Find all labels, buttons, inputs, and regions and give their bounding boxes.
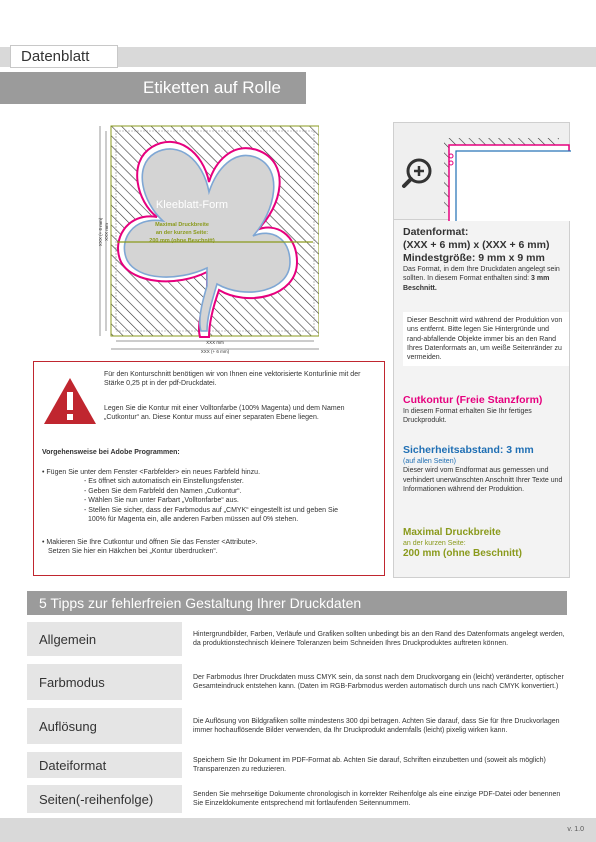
step1c: - Wählen Sie nun unter Farbart „Volltonfarbe“ aus. [84, 497, 239, 504]
tip-label: Allgemein [27, 622, 182, 656]
dim-side-inner: XXX mm [104, 223, 109, 241]
tip-text: Hintergrundbilder, Farben, Verläufe und Grafiken sollten unbedingt bis an den Rand des Datenformats angelegt werden, da produktionstechnisch kleinere Toleranzen beim Schneiden Ihres Druckproduktes auftreten können. [193, 630, 565, 647]
max-title: Maximal Druckbreite [403, 527, 501, 538]
step1a: - Es öffnet sich automatisch ein Einstellungsfenster. [84, 478, 244, 485]
datenformat-bold: 3 mm Beschnitt. [403, 275, 550, 292]
cut-text: In diesem Format erhalten Sie Ihr fertiges Druckprodukt. [403, 408, 532, 425]
step1: • Fügen Sie unter dem Fenster <Farbfelder> ein neues Farbfeld hinzu. [42, 469, 261, 476]
tip-row [27, 785, 567, 813]
beschnitt-text: Dieser Beschnitt wird während der Produktion von uns entfernt. Bitte legen Sie Hintergründe und rand-abfallende Objekte immer bis an den Rand Ihres Datenformats an, um weiße Seitenränder zu vermeiden. [403, 312, 569, 366]
zoom-icon [404, 160, 430, 186]
cloverleaf-diagram [97, 122, 319, 358]
safe-text: Dieser wird vom Endformat aus gemessen und verhindert unerwünschten Anschnitt Ihrer Texte und Informationen während der Produktion. [403, 467, 563, 493]
warning-icon [42, 376, 98, 426]
step1d: - Stellen Sie sicher, dass der Farbmodus auf „CMYK“ eingestellt ist und geben Sie [84, 507, 339, 514]
tips-title: 5 Tipps zur fehlerfreien Gestaltung Ihrer Druckdaten [27, 591, 567, 615]
zoom-panel [393, 122, 570, 220]
datenformat-text: Das Format, in dem Ihre Druckdaten angelegt sein sollten. In diesem Format enthalten sind: [403, 266, 560, 283]
cut-block [403, 394, 565, 426]
tip-text: Die Auflösung von Bildgrafiken sollte mindestens 300 dpi betragen. Achten Sie darauf, dass Sie für Ihre Druckvorlagen immer hochauflösende Bilder verwenden, da Ihr Druckprodukt andernfalls (leicht) pixelig wirken kann. [193, 717, 560, 734]
safe-title: Sicherheitsabstand: 3 mm [403, 444, 534, 456]
max-print-l3: 200 mm (ohne Beschnitt) [149, 238, 215, 244]
max-block [403, 527, 565, 560]
max-print-l2: an der kurzen Seite: [155, 230, 209, 236]
tip-text: Senden Sie mehrseitige Dokumente chronologisch in korrekter Reihenfolge als eine einzige PDF-Datei oder benennen Sie Einzeldokumente entsprechend mit fortlaufenden Seitennummern. [193, 790, 561, 807]
dim-inner: XXX mm [206, 340, 224, 345]
warning-p1: Für den Konturschnitt benötigen wir von Ihnen eine vektorisierte Konturlinie mit der Stärke 0,25 pt in der pdf-Druckdatei. [104, 371, 361, 388]
shape-label: Kleeblatt-Form [155, 199, 229, 211]
step2: • Makieren Sie Ihre Cutkontur und öffnen Sie das Fenster <Attribute>. [42, 539, 258, 546]
step2a: Setzen Sie hier ein Häkchen bei „Kontur überdrucken“. [48, 548, 218, 555]
tip-text: Speichern Sie Ihr Dokument im PDF-Format ab. Achten Sie darauf, Schriften einzubetten und (soweit als möglich) Transparenzen zu reduzieren. [193, 756, 546, 773]
datenformat-block [403, 226, 565, 293]
tip-label: Seiten(-reihenfolge) [27, 785, 182, 813]
steps-title: Vorgehensweise bei Adobe Programmen: [42, 449, 180, 456]
version-label: v. 1.0 [567, 826, 584, 833]
datenformat-title: Datenformat: [403, 226, 469, 238]
step1b: - Geben Sie dem Farbfeld den Namen „Cutkontur“. [84, 488, 242, 495]
warning-p2: Legen Sie die Kontur mit einer Volltonfarbe (100% Magenta) und dem Namen „Cutkontur“ an. Diese Kontur muss auf einer separaten Ebene liegen. [104, 405, 345, 422]
cut-title: Cutkontur (Freie Stanzform) [403, 394, 543, 406]
step1e: 100% für Magenta ein, alle anderen Farben müssen auf 0% stehen. [88, 516, 299, 523]
max-value: 200 mm (ohne Beschnitt) [403, 548, 522, 560]
tip-row [27, 708, 567, 744]
warning-box [33, 361, 385, 576]
tip-row [27, 752, 567, 778]
max-sub: an der kurzen Seite: [403, 540, 466, 547]
min-size: Mindestgröße: 9 mm x 9 mm [403, 252, 545, 264]
dim-outer: XXX (+ 6 mm) [200, 349, 230, 354]
tip-row [27, 664, 567, 700]
safe-block [403, 444, 565, 494]
dim-side-outer: XXX (+ 6 mm) [98, 217, 103, 247]
tip-label: Farbmodus [27, 664, 182, 700]
datenformat-size: (XXX + 6 mm) x (XXX + 6 mm) [403, 239, 550, 251]
max-print-l1: Maximal Druckbreite [155, 222, 209, 228]
tip-row [27, 622, 567, 656]
safe-sub: (auf allen Seiten) [403, 458, 456, 465]
tip-text: Der Farbmodus Ihrer Druckdaten muss CMYK sein, da sonst nach dem Druckvorgang ein (leicht) veränderter, optischer Gesamteindruck entstehen kann. (Daten im RGB-Farbmodus werden automatisch durch uns nach CMYK konvertiert.) [193, 673, 564, 690]
tip-label: Auflösung [27, 708, 182, 744]
page-title: Etiketten auf Rolle [143, 78, 281, 97]
footer-bar [0, 818, 596, 842]
section-label: Datenblatt [10, 45, 118, 68]
tip-label: Dateiformat [27, 752, 182, 778]
